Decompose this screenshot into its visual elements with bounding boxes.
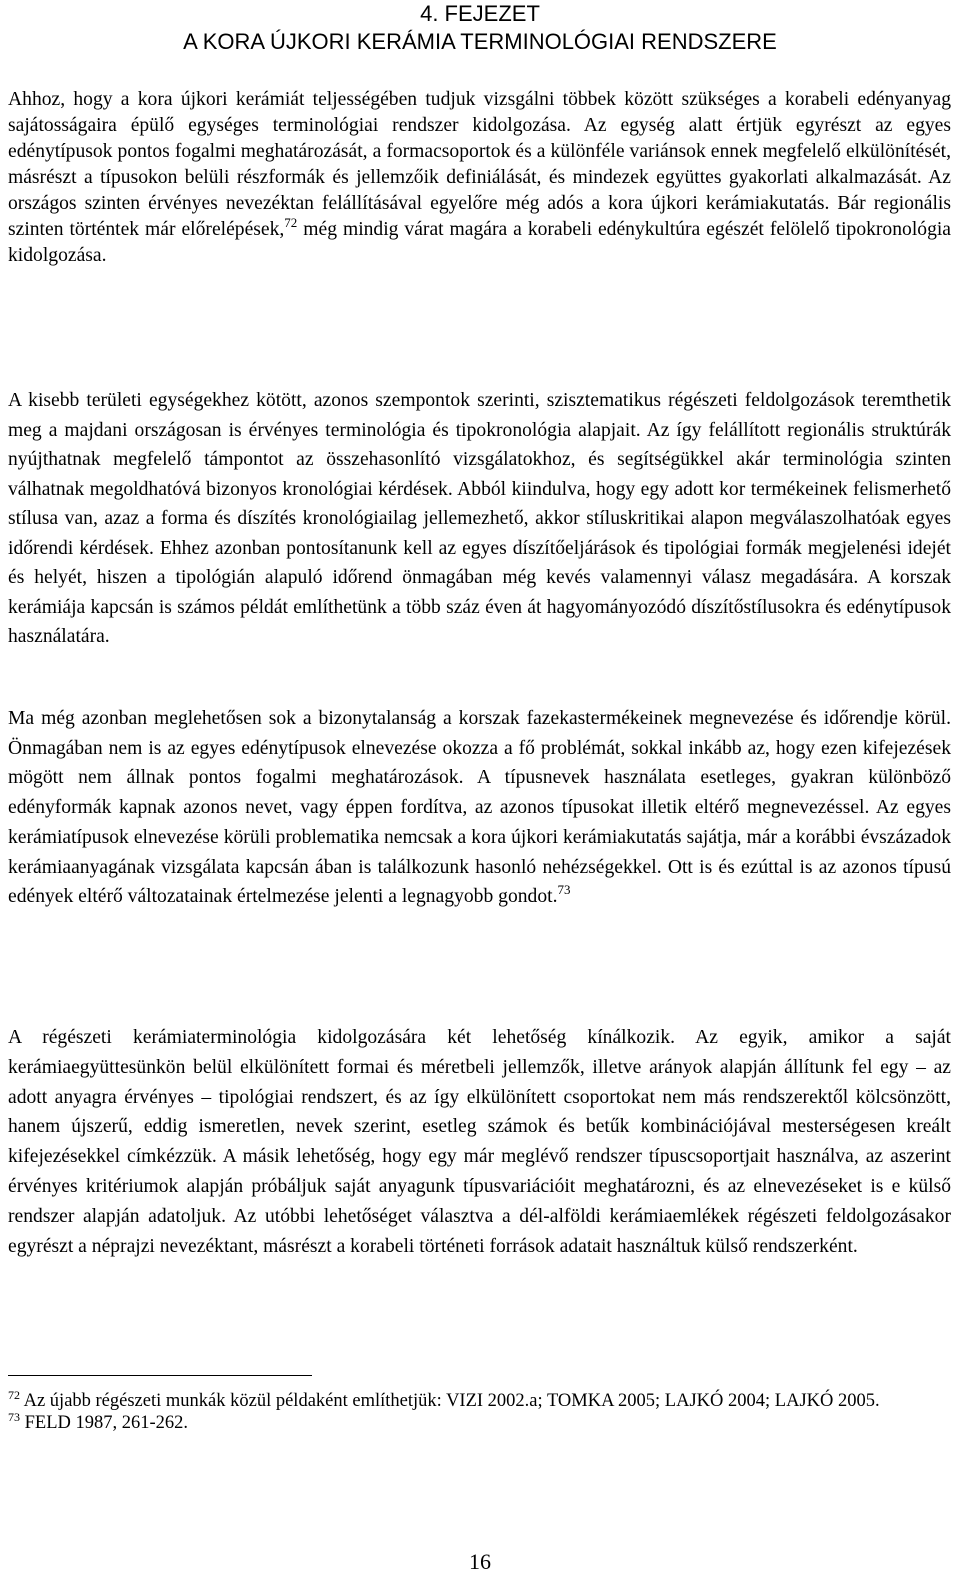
paragraph-1-text-b: még mindig várat magára a korabeli edénykultúra egészét felölelő tipokronológia kidolgozása. — [8, 219, 952, 266]
paragraph-1-text-a: Ahhoz, hogy a kora újkori kerámiát teljességében tudjuk vizsgálni többek között szükséges a korabeli edényanyag sajátosságaira épülő egységes terminológiai rendszer kidolgozása. Az egység alatt értjük egyrészt az egyes edénytípusok pontos fogalmi meghatározását, a formacsoportok és a különféle variánsok ennek megfelelő elkülönítését, másrészt a típusokon belüli részformák és jellemzőik definiálását, és mindezek együttes gyakorlati alkalmazását. Az országos szinten érvényes nevezéktan felállításával egyelőre még adós a kora újkori kerámiakutatás. Bár regionális szinten történtek már előrelépések, — [8, 89, 951, 240]
footnote-72 — [8, 1390, 951, 1412]
footnote-ref-72[interactable]: 72 — [284, 215, 298, 230]
footnotes — [8, 1390, 951, 1434]
paragraph-3-text: Ma még azonban meglehetősen sok a bizonytalanság a korszak fazekastermékeinek megnevezése és időrendje körül. Önmagában nem is az egyes edénytípusok elnevezése okozza a fő problémát, sokkal inkább az, hogy ezen kifejezések mögött nem állnak pontos fogalmi meghatározások. A típusnevek használata esetleges, gyakran különböző edényformák kapnak azonos nevet, vagy éppen fordítva, az azonos típusokat illetik eltérő megnevezéssel. Az egyes kerámiatípusok elnevezése körüli problematika nemcsak a kora újkori kerámiakutatás sajátja, már a korábbi évszázadok kerámiaanyagának vizsgálata kapcsán ában is találkozunk hasonló nehézségekkel. Ott is és ezúttal is az azonos típusú edények eltérő változatainak értelmezése jelenti a legnagyobb gondot. — [8, 708, 951, 908]
page-number: 16 — [469, 1549, 491, 1574]
footnote-mark: 72 — [8, 1388, 20, 1402]
footnote-73 — [8, 1412, 951, 1434]
chapter-number: 4. FEJEZET — [420, 1, 540, 26]
footnote-text: Az újabb régészeti munkák közül példaként említhetjük: VIZI 2002.a; TOMKA 2005; LAJKÓ 2004; LAJKÓ 2005. — [20, 1391, 880, 1411]
paragraph-2: A kisebb területi egységekhez kötött, azonos szempontok szerinti, szisztematikus régészeti feldolgozások teremthetik meg a majdani országosan is érvényes terminológia és tipokronológia alapjait. Az így felállított regionális struktúrák nyújthatnak megfelelő támpontot az összehasonlító vizsgálatokhoz, és segítségükkel akár terminológia szinten válhatnak megoldhatóvá bizonyos kronológiai kérdések. Abból kiindulva, hogy egy adott kor termékeinek felismerhető stílusa van, azaz a forma és díszítés kronológiailag jellemezhető, akkor stíluskritikai alapon megválaszolhatóak egyes időrendi kérdések. Ehhez azonban pontosítanunk kell az egyes díszítőeljárások és tipológiai formák megjelenési idejét és helyét, hiszen a tipológián alapuló időrend önmagában még kevés valamennyi válasz megadására. A korszak kerámiája kapcsán is számos példát említhetünk a több száz éven át hagyományozódó díszítőstílusokra és edénytípusok használatára. — [8, 390, 951, 647]
paragraph-3 — [8, 704, 951, 912]
chapter-title: A KORA ÚJKORI KERÁMIA TERMINOLÓGIAI RENDSZERE — [183, 29, 777, 54]
footnote-text: FELD 1987, 261-262. — [20, 1413, 189, 1433]
footnote-mark: 73 — [8, 1410, 20, 1424]
footnote-ref-73[interactable]: 73 — [557, 882, 571, 898]
footnote-separator — [8, 1375, 312, 1376]
paragraph-1 — [8, 87, 951, 269]
paragraph-4: A régészeti kerámiaterminológia kidolgozására két lehetőség kínálkozik. Az egyik, amikor a saját kerámiaegyüttesünkön belül elkülönített formai és méretbeli jellemzők, illetve arányok alapján állítunk fel egy – az adott anyagra érvényes – tipológiai rendszert, és az így elkülönített csoportokat nem más rendszerektől kölcsönzött, hanem újszerű, eddig ismeretlen, nevek szerint, esetleg számok és betűk kombinációjával mesterségesen kreált kifejezésekkel címkézzük. A másik lehetőség, hogy egy már meglévő rendszer típuscsoportjait használva, az aszerint érvényes kritériumok alapján próbáljuk saját anyagunk típusvariációit meghatározni, és az elnevezéseket is e külső rendszer alapján adatoljuk. Az utóbbi lehetőséget választva a dél-alföldi kerámiaemlékek régészeti feldolgozásakor egyrészt a néprajzi nevezéktant, másrészt a korabeli történeti források adatait használtuk külső rendszerként. — [8, 1027, 951, 1257]
